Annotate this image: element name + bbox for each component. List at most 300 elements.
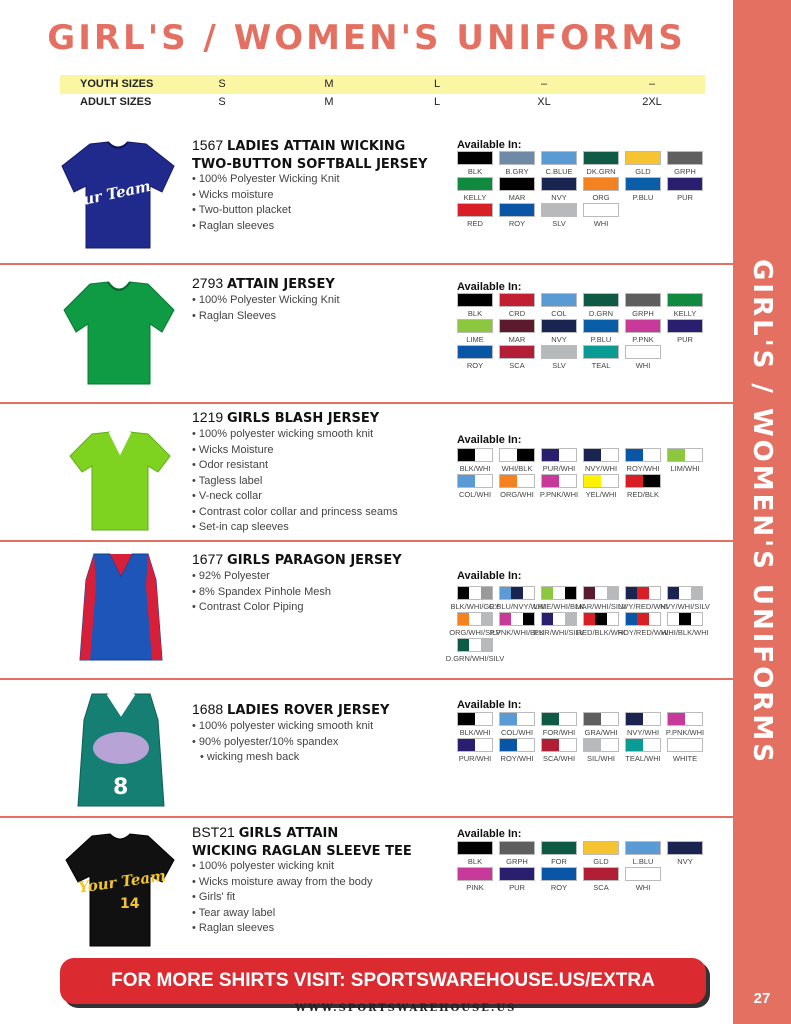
swatch-label: DK.GRN xyxy=(586,167,616,176)
swatch-label: P.PNK/WHI xyxy=(665,728,705,737)
swatch-color xyxy=(458,842,492,854)
swatch-label: TEAL xyxy=(591,361,611,370)
color-swatches xyxy=(445,586,717,664)
feature-list xyxy=(192,719,373,766)
color-swatch xyxy=(583,151,619,177)
color-swatch xyxy=(541,738,577,764)
swatch-label: NVY/WHI xyxy=(584,464,618,473)
swatch-chip xyxy=(499,712,535,726)
color-swatch xyxy=(541,151,577,177)
swatch-color xyxy=(626,475,643,487)
swatch-color xyxy=(481,613,492,625)
color-swatch xyxy=(449,612,501,638)
swatch-color xyxy=(469,613,480,625)
swatch-color xyxy=(565,613,576,625)
swatch-chip xyxy=(667,319,703,333)
swatch-color xyxy=(668,842,702,854)
swatch-color xyxy=(668,613,679,625)
swatch-color xyxy=(542,204,576,216)
swatch-label: NVY/RED/WHI xyxy=(618,602,669,611)
color-swatch xyxy=(625,867,661,893)
swatch-color xyxy=(584,294,618,306)
swatch-label: WHI xyxy=(635,883,651,892)
jersey-royal-red-image xyxy=(76,550,166,664)
swatch-color xyxy=(500,842,534,854)
swatch-chip xyxy=(583,712,619,726)
swatch-label: COL xyxy=(551,309,567,318)
swatch-color xyxy=(565,587,576,599)
swatch-label: P.BLU xyxy=(590,335,612,344)
swatch-color xyxy=(553,587,564,599)
swatch-color xyxy=(500,178,534,190)
swatch-color xyxy=(601,449,618,461)
product-name: GIRLS BLASH JERSEY xyxy=(227,411,380,426)
available-in-label: Available In: xyxy=(457,139,522,151)
feature-item: • Raglan sleeves xyxy=(192,219,340,235)
swatch-label: TEAL/WHI xyxy=(625,754,661,763)
swatch-label: FOR xyxy=(551,857,567,866)
color-swatch xyxy=(457,177,493,203)
swatch-label: ROY xyxy=(508,219,526,228)
swatch-label: P.BLU xyxy=(632,193,654,202)
swatch-color xyxy=(500,152,534,164)
feature-item: • 100% polyester wicking smooth knit xyxy=(192,427,398,443)
swatch-label: NVY/WHI/SILV xyxy=(660,602,710,611)
swatch-color xyxy=(542,449,559,461)
color-swatch xyxy=(457,474,493,500)
swatch-chip xyxy=(457,319,493,333)
color-swatch xyxy=(667,151,703,177)
swatch-color xyxy=(517,449,534,461)
swatch-color xyxy=(500,713,517,725)
swatch-chip xyxy=(457,177,493,191)
feature-item: • Set-in cap sleeves xyxy=(192,520,398,536)
swatch-color xyxy=(584,613,595,625)
section-divider xyxy=(0,263,733,265)
swatch-color xyxy=(691,587,702,599)
feature-list xyxy=(192,293,340,324)
swatch-color xyxy=(668,152,702,164)
swatch-chip xyxy=(583,151,619,165)
swatch-chip xyxy=(625,738,661,752)
swatch-chip xyxy=(625,151,661,165)
swatch-chip xyxy=(667,448,703,462)
swatch-chip xyxy=(625,448,661,462)
swatch-color xyxy=(500,475,517,487)
swatch-chip xyxy=(499,319,535,333)
swatch-label: WHI xyxy=(635,361,651,370)
swatch-color xyxy=(475,475,492,487)
swatch-label: GLD xyxy=(635,167,651,176)
swatch-color xyxy=(542,842,576,854)
swatch-color xyxy=(500,868,534,880)
swatch-color xyxy=(691,613,702,625)
swatch-chip xyxy=(667,177,703,191)
swatch-color xyxy=(469,639,480,651)
swatch-color xyxy=(458,449,475,461)
swatch-color xyxy=(475,449,492,461)
swatch-label: D.GRN xyxy=(588,309,614,318)
color-swatch xyxy=(667,319,703,345)
swatch-color xyxy=(626,294,660,306)
swatch-label: RED/BLK xyxy=(626,490,660,499)
color-swatch xyxy=(625,177,661,203)
color-swatch xyxy=(457,738,493,764)
swatch-label: LIM/WHI xyxy=(670,464,700,473)
swatch-color xyxy=(668,739,702,751)
swatch-chip xyxy=(667,738,703,752)
swatch-color xyxy=(559,713,576,725)
color-swatch xyxy=(541,841,577,867)
swatch-label: ROY/WHI xyxy=(500,754,534,763)
color-swatch xyxy=(499,319,535,345)
color-swatch xyxy=(499,293,535,319)
swatch-chip xyxy=(499,203,535,217)
swatch-color xyxy=(500,449,517,461)
jersey-text: Your Team xyxy=(77,866,167,897)
swatch-chip xyxy=(457,293,493,307)
color-swatch xyxy=(541,712,577,738)
color-swatch xyxy=(457,345,493,371)
product-code: 1219 xyxy=(192,409,224,425)
color-swatch xyxy=(575,586,627,612)
swatch-color xyxy=(523,613,534,625)
swatch-label: SLV xyxy=(552,361,566,370)
swatch-label: KELLY xyxy=(463,193,487,202)
swatch-color xyxy=(542,739,559,751)
swatch-color xyxy=(542,178,576,190)
swatch-color xyxy=(668,449,685,461)
swatch-color xyxy=(649,613,660,625)
swatch-chip xyxy=(583,345,619,359)
swatch-label: PUR xyxy=(509,883,525,892)
swatch-chip xyxy=(457,151,493,165)
swatch-color xyxy=(679,613,690,625)
swatch-chip xyxy=(457,712,493,726)
swatch-color xyxy=(523,587,534,599)
color-swatch xyxy=(541,474,577,500)
swatch-chip xyxy=(625,474,661,488)
swatch-color xyxy=(626,346,660,358)
feature-item: • Tear away label xyxy=(192,906,373,922)
swatch-color xyxy=(626,613,637,625)
page-title: GIRL'S / WOMEN'S UNIFORMS xyxy=(47,18,686,58)
product-code: 1567 xyxy=(192,137,224,153)
color-swatch xyxy=(457,203,493,229)
color-swatch xyxy=(499,177,535,203)
color-swatch xyxy=(617,612,669,638)
page-number: 27 xyxy=(753,990,771,1007)
color-swatch xyxy=(457,448,493,474)
available-in-label: Available In: xyxy=(457,281,522,293)
swatch-color xyxy=(626,449,643,461)
swatch-chip xyxy=(457,841,493,855)
swatch-color xyxy=(626,713,643,725)
swatch-color xyxy=(584,178,618,190)
swatch-label: BLK xyxy=(467,857,483,866)
swatch-color xyxy=(458,152,492,164)
swatch-color xyxy=(584,449,601,461)
color-swatch xyxy=(625,448,661,474)
color-swatch xyxy=(457,293,493,319)
swatch-chip xyxy=(667,586,703,600)
swatch-color xyxy=(559,475,576,487)
swatch-color xyxy=(643,449,660,461)
swatch-color xyxy=(626,868,660,880)
swatch-color xyxy=(685,449,702,461)
swatch-color xyxy=(542,587,553,599)
swatch-color xyxy=(668,587,679,599)
product-title xyxy=(192,275,335,293)
swatch-chip xyxy=(625,293,661,307)
swatch-color xyxy=(458,178,492,190)
feature-item: • 8% Spandex Pinhole Mesh xyxy=(192,585,331,601)
swatch-color xyxy=(584,713,601,725)
swatch-color xyxy=(542,713,559,725)
swatch-color xyxy=(500,204,534,216)
adult-size: S xyxy=(218,96,226,108)
swatch-chip xyxy=(457,203,493,217)
product-name-line2: TWO-BUTTON SOFTBALL JERSEY xyxy=(192,157,428,172)
swatch-color xyxy=(643,713,660,725)
swatch-color xyxy=(458,587,469,599)
feature-item: • Raglan sleeves xyxy=(192,921,373,937)
swatch-label: ROY xyxy=(550,883,568,892)
color-swatch xyxy=(499,841,535,867)
jersey-lime-image xyxy=(66,428,174,534)
swatch-chip xyxy=(457,474,493,488)
swatch-label: C.BLUE xyxy=(545,167,573,176)
swatch-color xyxy=(500,739,517,751)
swatch-label: D.GRN/WHI/SILV xyxy=(445,654,505,663)
swatch-color xyxy=(517,713,534,725)
swatch-color xyxy=(500,613,511,625)
swatch-chip xyxy=(583,867,619,881)
color-swatch xyxy=(541,319,577,345)
color-swatch xyxy=(667,841,703,867)
swatch-chip xyxy=(499,474,535,488)
swatch-label: ROY xyxy=(466,361,484,370)
swatch-label: NVY xyxy=(677,857,693,866)
product-title xyxy=(192,701,389,719)
swatch-chip xyxy=(667,841,703,855)
color-swatch xyxy=(488,586,546,612)
swatch-label: NVY/WHI xyxy=(626,728,660,737)
color-swatch xyxy=(541,203,577,229)
swatch-chip xyxy=(541,738,577,752)
swatch-color xyxy=(584,204,618,216)
color-swatch xyxy=(583,448,619,474)
swatch-chip xyxy=(499,448,535,462)
color-swatch xyxy=(583,738,619,764)
swatch-color xyxy=(607,613,618,625)
swatch-label: PINK xyxy=(466,883,484,892)
swatch-chip xyxy=(541,151,577,165)
swatch-color xyxy=(584,320,618,332)
jersey-navy-image xyxy=(58,140,178,252)
color-swatch xyxy=(457,712,493,738)
color-swatch xyxy=(499,867,535,893)
color-swatch xyxy=(660,586,710,612)
swatch-label: GLD xyxy=(593,857,609,866)
footer-url[interactable]: WWW.SPORTSWAREHOUSE.US xyxy=(295,1003,517,1014)
swatch-label: SCA xyxy=(509,361,525,370)
swatch-color xyxy=(595,613,606,625)
swatch-chip xyxy=(499,612,535,626)
color-swatch xyxy=(625,345,661,371)
swatch-chip xyxy=(625,586,661,600)
color-swatch xyxy=(499,712,535,738)
product-code: 1688 xyxy=(192,701,224,717)
swatch-label: PUR xyxy=(677,193,693,202)
swatch-label: MAR xyxy=(508,193,526,202)
swatch-chip xyxy=(541,345,577,359)
swatch-label: MAR xyxy=(508,335,526,344)
swatch-color xyxy=(668,178,702,190)
swatch-color xyxy=(511,587,522,599)
color-swatch xyxy=(625,474,661,500)
youth-sizes-label: YOUTH SIZES xyxy=(80,78,154,90)
swatch-color xyxy=(584,475,601,487)
color-swatch xyxy=(457,867,493,893)
youth-size: M xyxy=(324,78,334,90)
color-swatch xyxy=(457,841,493,867)
adult-size: L xyxy=(433,96,441,108)
swatch-label: FOR/WHI xyxy=(542,728,576,737)
swatch-label: WHI/BLK xyxy=(501,464,533,473)
feature-item: • Two-button placket xyxy=(192,203,340,219)
color-swatch xyxy=(583,293,619,319)
swatch-color xyxy=(626,152,660,164)
swatch-color xyxy=(542,294,576,306)
swatch-color xyxy=(626,739,643,751)
swatch-label: ORG/WHI xyxy=(500,490,534,499)
color-swatch xyxy=(541,177,577,203)
color-swatch xyxy=(583,867,619,893)
swatch-color xyxy=(626,178,660,190)
jersey-number: 8 xyxy=(113,775,129,800)
feature-list xyxy=(192,427,398,536)
swatch-color xyxy=(458,713,475,725)
swatch-chip xyxy=(499,841,535,855)
swatch-label: WHI/BLK/WHI xyxy=(661,628,709,637)
swatch-color xyxy=(542,346,576,358)
swatch-color xyxy=(458,739,475,751)
swatch-label: RED xyxy=(467,219,483,228)
product-name: LADIES ROVER JERSEY xyxy=(227,703,390,718)
color-swatch xyxy=(541,345,577,371)
product-title xyxy=(192,551,402,569)
feature-item: • Raglan Sleeves xyxy=(192,309,340,325)
available-in-label: Available In: xyxy=(457,570,522,582)
feature-item: • Tagless label xyxy=(192,474,398,490)
color-swatch xyxy=(625,293,661,319)
swatch-label: COL/WHI xyxy=(500,728,534,737)
swatch-chip xyxy=(583,841,619,855)
swatch-label: CRD xyxy=(508,309,526,318)
swatch-chip xyxy=(499,177,535,191)
adult-sizes-row xyxy=(60,93,705,112)
color-swatch xyxy=(661,612,709,638)
swatch-color xyxy=(542,475,559,487)
color-swatches xyxy=(457,448,717,500)
swatch-color xyxy=(542,868,576,880)
youth-sizes-row xyxy=(60,75,705,94)
feature-list xyxy=(192,859,373,937)
swatch-color xyxy=(458,475,475,487)
swatch-color xyxy=(685,713,702,725)
color-swatches xyxy=(457,151,717,229)
swatch-chip xyxy=(457,867,493,881)
swatch-color xyxy=(643,475,660,487)
feature-item: • 90% polyester/10% spandex xyxy=(192,735,373,751)
swatch-color xyxy=(601,475,618,487)
swatch-label: SCA xyxy=(593,883,609,892)
swatch-label: GRPH xyxy=(674,167,696,176)
swatch-label: BLK/WHI/GRY xyxy=(450,602,500,611)
color-swatch xyxy=(499,151,535,177)
swatch-label: C.BLU/NVY/WHI xyxy=(488,602,546,611)
more-shirts-link[interactable]: FOR MORE SHIRTS VISIT: SPORTSWAREHOUSE.US/EXTRA xyxy=(111,970,655,991)
swatch-chip xyxy=(457,738,493,752)
section-divider xyxy=(0,816,733,818)
swatch-color xyxy=(668,713,685,725)
swatch-chip xyxy=(541,474,577,488)
swatch-label: ORG/WHI/SILV xyxy=(449,628,501,637)
swatch-label: BLK xyxy=(467,167,483,176)
feature-item: • Odor resistant xyxy=(192,458,398,474)
swatch-label: BLK/WHI xyxy=(459,728,491,737)
swatch-chip xyxy=(499,586,535,600)
product-name: GIRLS PARAGON JERSEY xyxy=(227,553,402,568)
swatch-chip xyxy=(583,474,619,488)
color-swatch xyxy=(457,151,493,177)
swatch-chip xyxy=(541,586,577,600)
swatch-color xyxy=(626,320,660,332)
swatch-chip xyxy=(625,841,661,855)
color-swatch xyxy=(489,612,545,638)
product-title xyxy=(192,824,412,860)
swatch-label: PUR/WHI xyxy=(542,464,576,473)
swatch-chip xyxy=(583,586,619,600)
feature-item: • 100% polyester wicking smooth knit xyxy=(192,719,373,735)
swatch-label: BLK/WHI xyxy=(459,464,491,473)
swatch-label: NVY xyxy=(551,335,567,344)
swatch-color xyxy=(679,587,690,599)
adult-sizes-label: ADULT SIZES xyxy=(80,96,152,108)
section-divider xyxy=(0,540,733,542)
color-swatch xyxy=(625,151,661,177)
swatch-color xyxy=(637,587,648,599)
youth-size: – xyxy=(648,78,656,90)
color-swatch xyxy=(499,345,535,371)
product-code: 2793 xyxy=(192,275,224,291)
swatch-label: SCA/WHI xyxy=(542,754,576,763)
feature-item: • Girls' fit xyxy=(192,890,373,906)
swatch-chip xyxy=(499,345,535,359)
swatch-chip xyxy=(541,448,577,462)
color-swatch xyxy=(583,177,619,203)
color-swatch xyxy=(667,177,703,203)
jersey-text: Your Team xyxy=(62,176,153,213)
color-swatch xyxy=(618,586,669,612)
swatch-color xyxy=(458,346,492,358)
color-swatch xyxy=(667,738,703,764)
swatch-color xyxy=(458,639,469,651)
tee-black-image xyxy=(62,832,178,950)
swatch-chip xyxy=(625,867,661,881)
feature-list xyxy=(192,172,340,234)
